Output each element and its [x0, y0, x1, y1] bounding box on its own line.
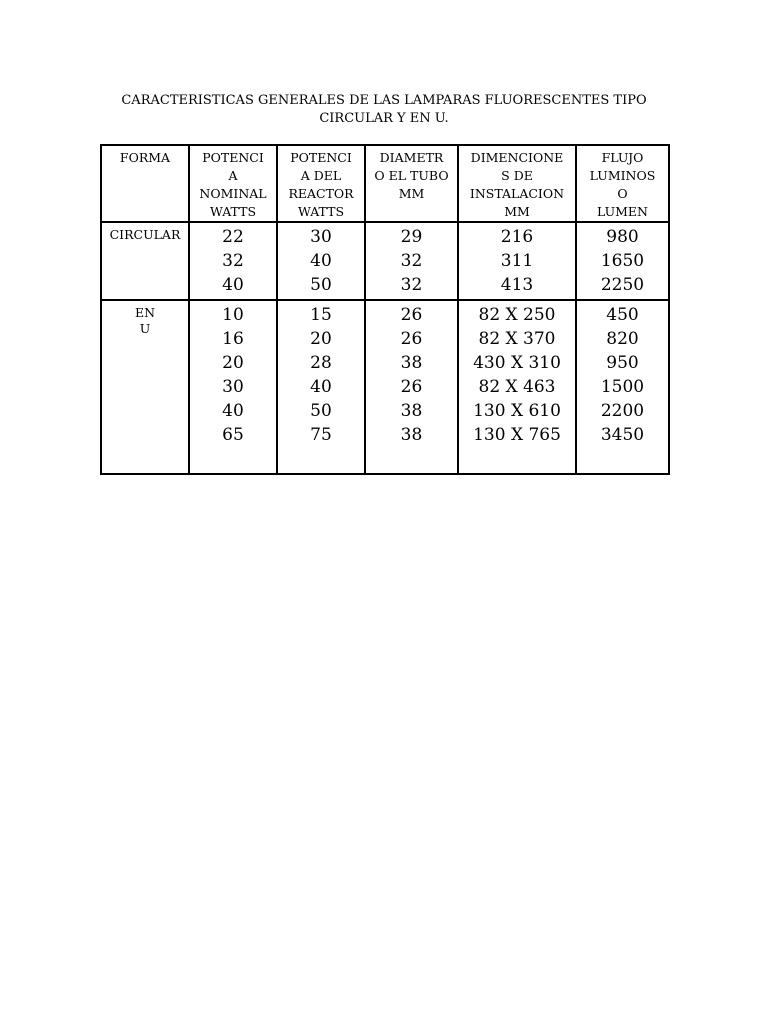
- header-potencia-nominal: POTENCI A NOMINAL WATTS: [189, 145, 277, 222]
- flujo-cell: 980 1650 2250: [576, 222, 669, 300]
- header-diametro: DIAMETR O EL TUBO MM: [365, 145, 458, 222]
- header-flujo-luminoso: FLUJO LUMINOS O LUMEN: [576, 145, 669, 222]
- header-potencia-reactor: POTENCI A DEL REACTOR WATTS: [277, 145, 365, 222]
- potencia-nominal-cell: 10 16 20 30 40 65: [189, 300, 277, 474]
- lamp-characteristics-table: [100, 144, 670, 475]
- document-title: [100, 92, 668, 128]
- table-row-en-u: [101, 300, 669, 474]
- table-row-circular: [101, 222, 669, 300]
- title-line-2: CIRCULAR Y EN U.: [319, 111, 449, 126]
- header-forma: FORMA: [101, 145, 189, 222]
- title-line-1: CARACTERISTICAS GENERALES DE LAS LAMPARAS FLUORESCENTES TIPO: [121, 93, 647, 108]
- dimensiones-cell: 82 X 250 82 X 370 430 X 310 82 X 463 130 X 610 130 X 765: [458, 300, 576, 474]
- forma-cell: EN U: [101, 300, 189, 474]
- dimensiones-cell: 216 311 413: [458, 222, 576, 300]
- flujo-cell: 450 820 950 1500 2200 3450: [576, 300, 669, 474]
- header-dimensiones: DIMENCIONE S DE INSTALACION MM: [458, 145, 576, 222]
- potencia-reactor-cell: 30 40 50: [277, 222, 365, 300]
- potencia-reactor-cell: 15 20 28 40 50 75: [277, 300, 365, 474]
- diametro-cell: 29 32 32: [365, 222, 458, 300]
- header-row: [101, 145, 669, 222]
- potencia-nominal-cell: 22 32 40: [189, 222, 277, 300]
- forma-cell: CIRCULAR: [101, 222, 189, 300]
- diametro-cell: 26 26 38 26 38 38: [365, 300, 458, 474]
